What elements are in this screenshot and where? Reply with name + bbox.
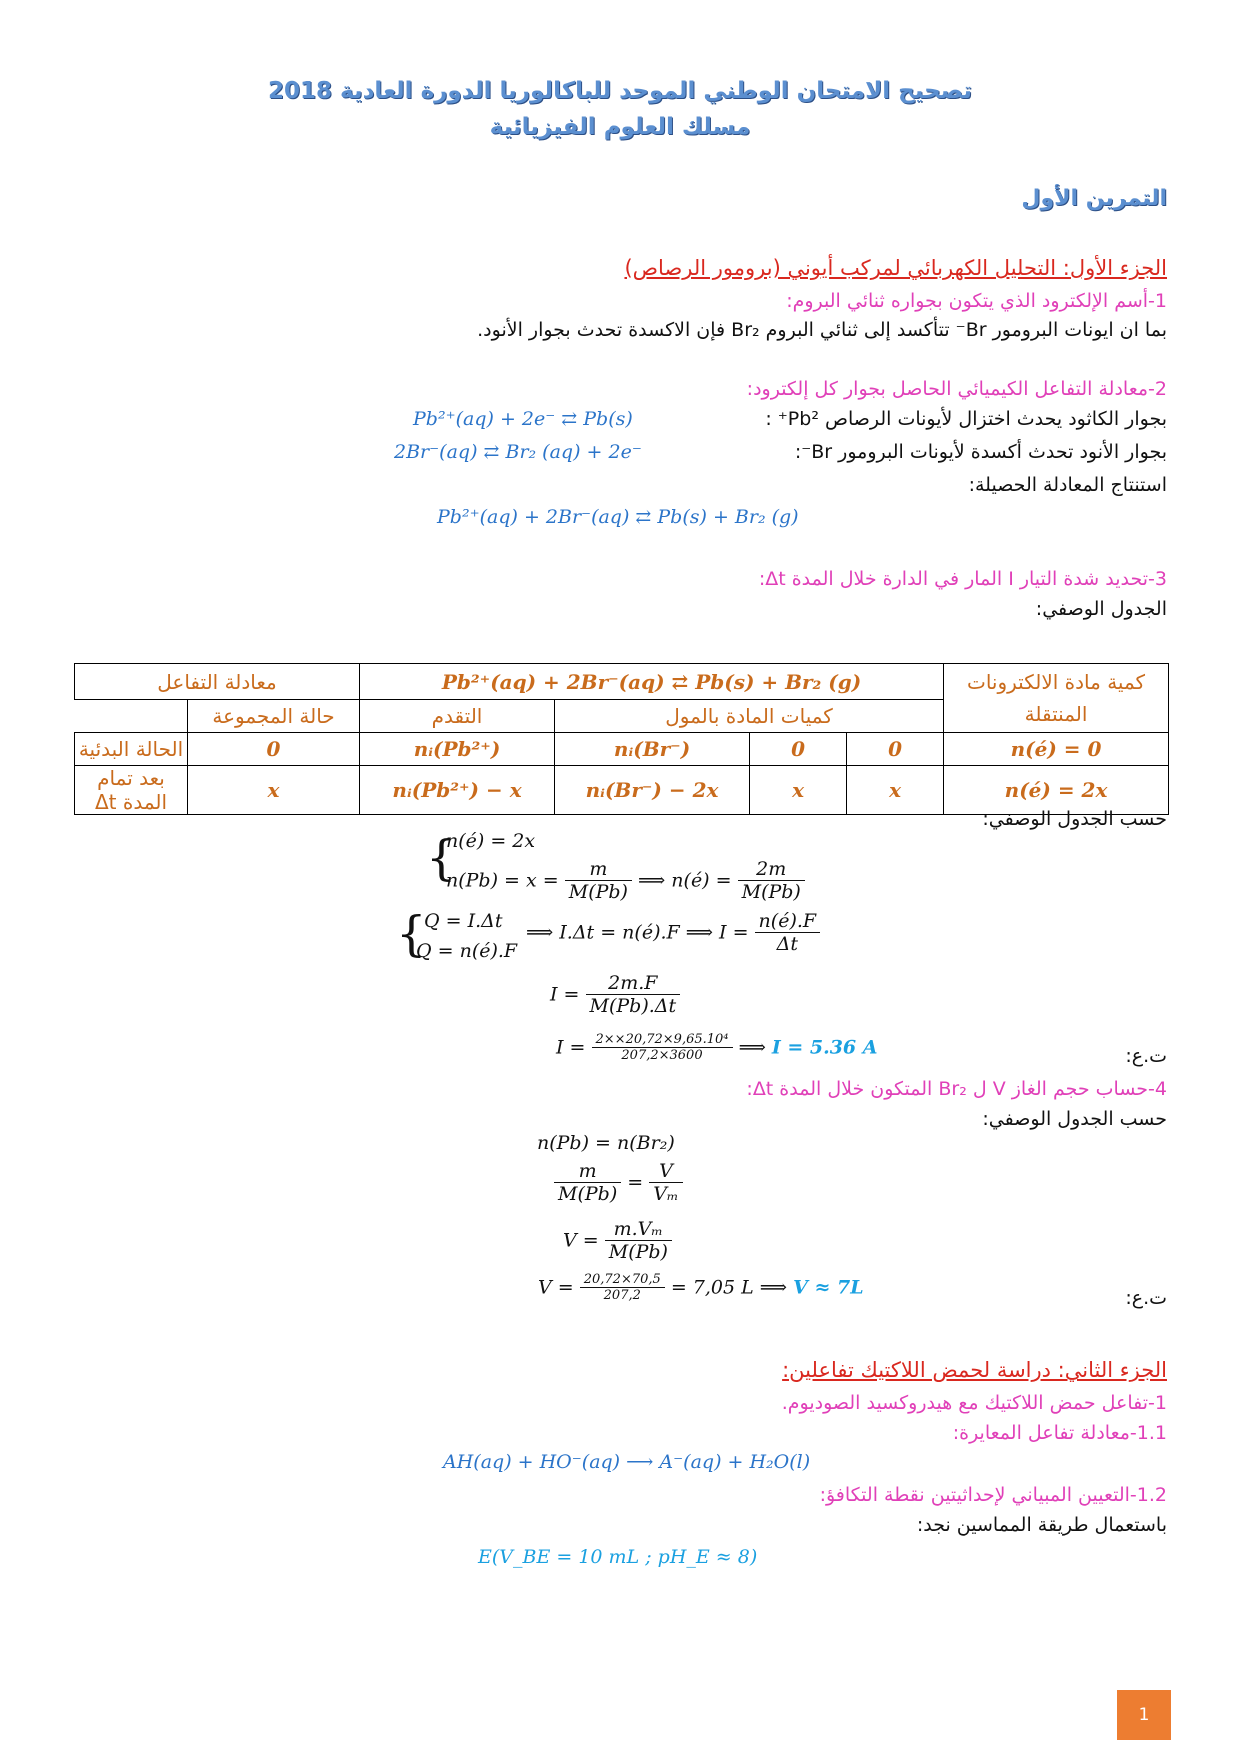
cathode-equation: Pb²⁺(aq) + 2e⁻ ⇄ Pb(s) xyxy=(413,408,633,430)
table-cell: nᵢ(Br⁻) − 2x xyxy=(555,766,750,815)
table-cell: nᵢ(Pb²⁺) − x xyxy=(360,766,555,815)
electrons-header: كمية مادة الالكترونات المنتقلة xyxy=(944,664,1169,733)
exercise-title: التمرين الأول xyxy=(1021,186,1167,211)
fraction: $\frac{2m}{M(Pb)}$ xyxy=(738,858,805,903)
document-page: تصحيح الامتحان الوطني الموحد للباكالوريا الدورة العادية 2018 مسلك العلوم الفيزيائية التمرين الأول الجزء الأول: التحليل الكهربائي لمركب أيوني (برومور الرصاص) 1-أسم الإلكترود الذي يتكون بجواره ثنائي البروم: بما ان ايونات البرومور Br⁻ تتأكسد إلى ثنائي البروم Br₂ فإن الاكسدة تحدث بجوار الأنود. 2-معادلة التفاعل الكيميائي الحاصل بجوار كل إلكترود: بجوار الكاثود يحدث اختزال لأيونات الرصاص Pb²⁺ : Pb²⁺(aq) + 2e⁻ ⇄ Pb(s) بجوار الأنود تحدث أكسدة لأيونات البرومور Br⁻: 2Br⁻(aq) ⇄ Br₂ (aq) + 2e⁻ استنتاج المعادلة الحصيلة: Pb²⁺(aq) + 2Br⁻(aq) ⇄ Pb(s) + Br₂ (g) 3-تحديد شدة التيار I المار في الدارة خلال المدة Δt: الجدول الوصفي: كمية مادة الالكترونات المنتقلة Pb²⁺(aq) + 2Br⁻(aq) ⇄ Pb(s) + Br₂ (g) معادلة التفاعل كميات المادة بالمول التقدم حالة المجموعة n(é) = 0 0 0 nᵢ(Br⁻) nᵢ(Pb²⁺) 0 الحالة البدئية n(é) = 2x x x nᵢ(Br⁻) − 2x nᵢ(Pb²⁺) − x x بعد تمام المدة Δt حسب الجدول الوصفي: { n(é) = 2x n(Pb) = x = $\frac{m}{M(Pb)}$ ⟹ n(é) = $\frac{2m}{M(Pb)}$ { Q = I.Δt Q = n(é).F ⟹ I.Δt = n(é).F ⟹ I = $\frac{n(é).F}{\Delta t}$ I = $\frac{2m.F}{M(Pb).\Delta t}$ ت.ع: I = $\frac{\text{2××20,72×9,65.10⁴}}{207,2\times 3600}$ ⟹ I = 5.36 A 4-حساب حجم الغاز V ل Br₂ المتكون خلال المدة Δt: حسب الجدول الوصفي: n(Pb) = n(Br₂) $\frac{m}{M(Pb)}$ = $\frac{V}{\text{Vₘ}}$ V = $\frac{\text{m.Vₘ}}{M(Pb)}$ ت.ع: V = $\frac{20,72\times 70,5}{207,2}$ = 7,05 L ⟹ V ≈ 7L الجزء الثاني: دراسة لحمض اللاكتيك تفاعلين: 1-تفاعل حمض اللاكتيك مع هيدروكسيد الصوديوم. 1.1-معادلة تفاعل المعايرة: AH(aq) + HO⁻(aq) ⟶ A⁻(aq) + H₂O(l) 1.2-التعيين المبياني لإحداثيتين نقطة التكافؤ: باستعمال طريقة المماسين نجد: E(V_BE = 10 mL ; pH_E ≈ 8) 1 xyxy=(0,0,1240,1754)
fraction: $\frac{V}{\text{Vₘ}}$ xyxy=(649,1160,682,1205)
system-2-line-1: Q = I.Δt xyxy=(424,910,503,932)
page-number: 1 xyxy=(1117,1690,1171,1740)
current-numeric: I = $\frac{\text{2××20,72×9,65.10⁴}}{207,2\times 3600}$ ⟹ I = 5.36 A xyxy=(556,1032,878,1063)
table-cell: x xyxy=(847,766,944,815)
system-1-result: ⟹ n(é) = xyxy=(638,869,732,892)
cathode-text: بجوار الكاثود يحدث اختزال لأيونات الرصاص Pb²⁺ : xyxy=(765,408,1167,430)
equivalence-point: E(V_BE = 10 mL ; pH_E ≈ 8) xyxy=(478,1546,758,1568)
answer-1: بما ان ايونات البرومور Br⁻ تتأكسد إلى ثنائي البروم Br₂ فإن الاكسدة تحدث بجوار الأنود. xyxy=(477,319,1167,341)
system-2-line-2: Q = n(é).F xyxy=(416,940,518,962)
table-cell: x xyxy=(188,766,360,815)
part2-question-1-2: 1.2-التعيين المبياني لإحداثيتين نقطة التكافؤ: xyxy=(819,1484,1167,1506)
question-2: 2-معادلة التفاعل الكيميائي الحاصل بجوار كل إلكترود: xyxy=(746,378,1167,400)
document-title: تصحيح الامتحان الوطني الموحد للباكالوريا الدورة العادية 2018 xyxy=(268,78,972,104)
overall-text: استنتاج المعادلة الحصيلة: xyxy=(968,474,1167,496)
fraction: $\frac{2m.F}{M(Pb).\Delta t}$ xyxy=(586,972,681,1017)
current-formula: I = $\frac{2m.F}{M(Pb).\Delta t}$ xyxy=(550,972,680,1017)
current-result: I = 5.36 A xyxy=(771,1036,878,1059)
anode-text: بجوار الأنود تحدث أكسدة لأيونات البرومور Br⁻: xyxy=(794,441,1167,463)
volume-line-2: $\frac{m}{M(Pb)}$ = $\frac{V}{\text{Vₘ}}$ xyxy=(554,1160,683,1205)
table-cell: بعد تمام المدة Δt xyxy=(75,766,188,815)
fraction: $\frac{n(é).F}{\Delta t}$ xyxy=(755,910,821,955)
table-label: الجدول الوصفي: xyxy=(1035,598,1167,620)
volume-result: V ≈ 7L xyxy=(793,1276,864,1299)
table-cell: 0 xyxy=(847,733,944,766)
numeric-label-2: ت.ع: xyxy=(1125,1287,1167,1309)
table-reaction-equation: Pb²⁺(aq) + 2Br⁻(aq) ⇄ Pb(s) + Br₂ (g) xyxy=(360,664,944,700)
fraction: $\frac{\text{2××20,72×9,65.10⁴}}{207,2\times 3600}$ xyxy=(592,1032,733,1063)
system-1-line-2: n(Pb) = x = xyxy=(446,869,559,892)
question-3: 3-تحديد شدة التيار I المار في الدارة خلال المدة Δt: xyxy=(758,568,1167,590)
question-4: 4-حساب حجم الغاز V ل Br₂ المتكون خلال المدة Δt: xyxy=(746,1078,1167,1100)
fraction: $\frac{20,72\times 70,5}{207,2}$ xyxy=(580,1272,665,1303)
reaction-label: معادلة التفاعل xyxy=(75,664,360,700)
table-cell: الحالة البدئية xyxy=(75,733,188,766)
anode-equation: 2Br⁻(aq) ⇄ Br₂ (aq) + 2e⁻ xyxy=(394,441,642,463)
moles-header: كميات المادة بالمول xyxy=(555,700,944,733)
titration-equation: AH(aq) + HO⁻(aq) ⟶ A⁻(aq) + H₂O(l) xyxy=(443,1451,811,1473)
part2-answer-1-2: باستعمال طريقة المماسين نجد: xyxy=(916,1514,1167,1536)
part2-question-1: 1-تفاعل حمض اللاكتيك مع هيدروكسيد الصوديوم. xyxy=(781,1392,1167,1414)
state-header: حالة المجموعة xyxy=(188,700,360,733)
table-cell: 0 xyxy=(188,733,360,766)
part2-title: الجزء الثاني: دراسة لحمض اللاكتيك تفاعلين: xyxy=(782,1358,1167,1382)
fraction: $\frac{m}{M(Pb)}$ xyxy=(565,858,632,903)
descriptive-table xyxy=(74,663,1169,815)
system-1-line-1: n(é) = 2x xyxy=(446,830,536,852)
fraction: $\frac{m}{M(Pb)}$ xyxy=(554,1160,621,1205)
volume-line-3: V = $\frac{\text{m.Vₘ}}{M(Pb)}$ xyxy=(563,1218,672,1263)
system-2-result: ⟹ I.Δt = n(é).F ⟹ I = xyxy=(526,921,749,944)
table-cell: x xyxy=(750,766,847,815)
fraction: $\frac{\text{m.Vₘ}}{M(Pb)}$ xyxy=(605,1218,672,1263)
table-row xyxy=(75,733,1169,766)
volume-numeric: V = $\frac{20,72\times 70,5}{207,2}$ = 7,05 L ⟹ V ≈ 7L xyxy=(538,1272,864,1303)
advance-header: التقدم xyxy=(360,700,555,733)
question-1: 1-أسم الإلكترود الذي يتكون بجواره ثنائي البروم: xyxy=(786,290,1167,312)
part2-question-1-1: 1.1-معادلة تفاعل المعايرة: xyxy=(952,1422,1167,1444)
table-cell: n(é) = 2x xyxy=(944,766,1169,815)
table-cell: nᵢ(Br⁻) xyxy=(555,733,750,766)
volume-line-1: n(Pb) = n(Br₂) xyxy=(537,1132,675,1154)
document-subtitle: مسلك العلوم الفيزيائية xyxy=(489,114,751,140)
according-table-2: حسب الجدول الوصفي: xyxy=(982,1108,1167,1130)
numeric-label-1: ت.ع: xyxy=(1125,1045,1167,1067)
table-cell: n(é) = 0 xyxy=(944,733,1169,766)
table-cell: nᵢ(Pb²⁺) xyxy=(360,733,555,766)
part1-title: الجزء الأول: التحليل الكهربائي لمركب أيوني (برومور الرصاص) xyxy=(624,256,1167,280)
overall-equation: Pb²⁺(aq) + 2Br⁻(aq) ⇄ Pb(s) + Br₂ (g) xyxy=(437,506,799,528)
according-table-1: حسب الجدول الوصفي: xyxy=(982,808,1167,830)
table-cell: 0 xyxy=(750,733,847,766)
